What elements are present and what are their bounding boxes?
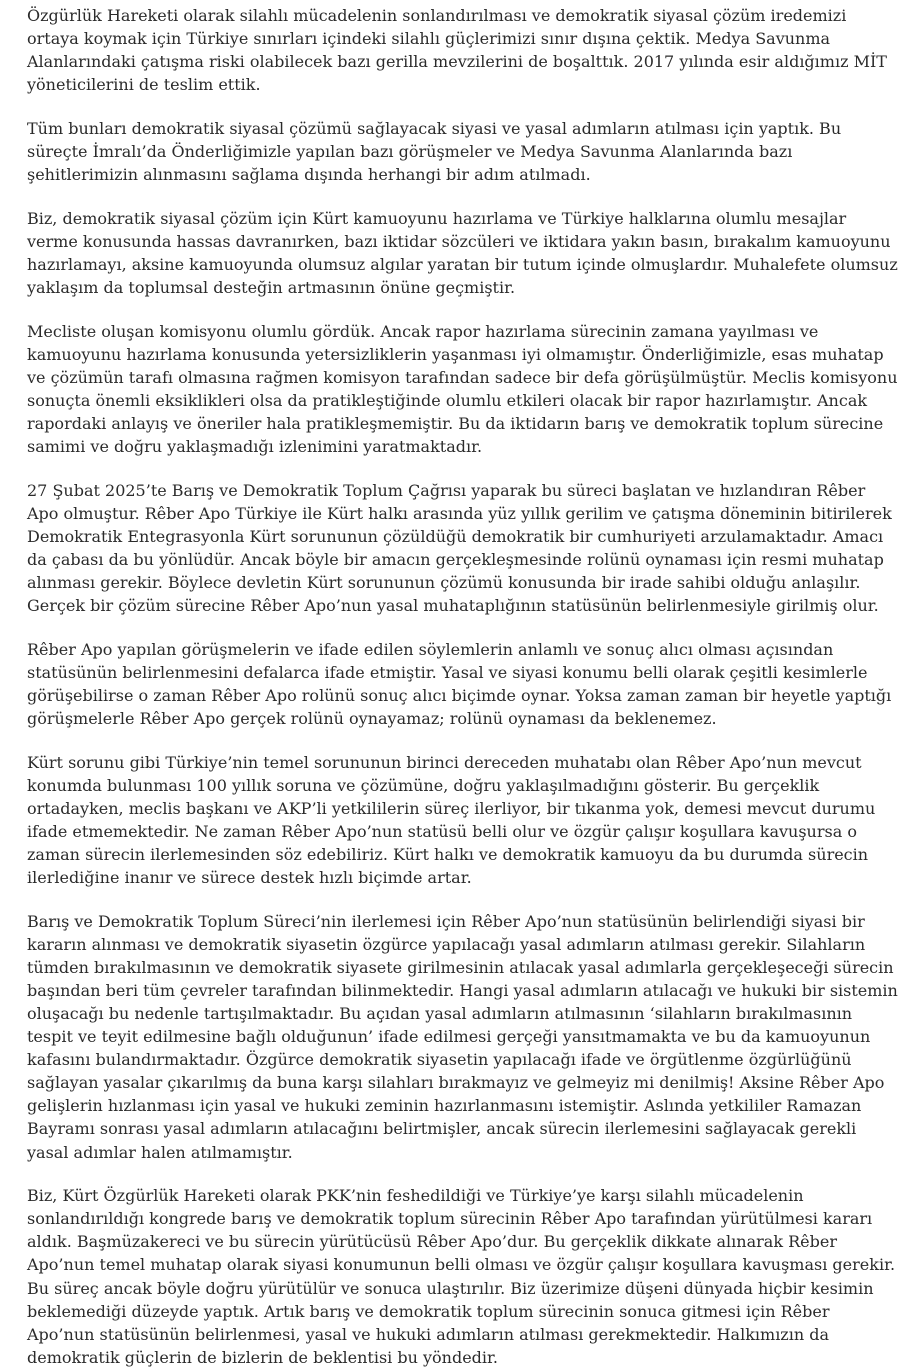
document-page: [27, 4, 899, 1369]
paragraph-7: Kürt sorunu gibi Türkiye’nin temel sorununun birinci dereceden muhatabı olan Rêber Apo’nun mevcut konumda bulunması 100 yıllık soruna ve çözümüne, doğru yaklaşılmadığını gösterir. Bu gerçeklik ortadayken, meclis başkanı ve AKP’li yetkililerin süreç ilerliyor, bir tıkanma yok, demesi mevcut durumu ifade etmemektedir. Ne zaman Rêber Apo’nun statüsü belli olur ve özgür çalışır koşullara kavuşursa o zaman sürecin ilerlemesinden söz edebiliriz. Kürt halkı ve demokratik kamuoyu da bu durumda sürecin ilerlediğine inanır ve sürece destek hızlı biçimde artar.: [27, 752, 876, 887]
paragraph-6: Rêber Apo yapılan görüşmelerin ve ifade edilen söylemlerin anlamlı ve sonuç alıcı olması açısından statüsünün belirlenmesini defalarca ifade etmiştir. Yasal ve siyasi konumu belli olarak çeşitli kesimlerle görüşebilirse o zaman Rêber Apo rolünü sonuç alıcı biçimde oynar. Yoksa zaman zaman bir heyetle yaptığı görüşmelerle Rêber Apo gerçek rolünü oynayamaz; rolünü oynaması da beklenemez.: [27, 639, 892, 728]
paragraph-2: Tüm bunları demokratik siyasal çözümü sağlayacak siyasi ve yasal adımların atılması için yaptık. Bu süreçte İmralı’da Önderliğimizle yapılan bazı görüşmeler ve Medya Savunma Alanlarında bazı şehitlerimizin alınmasını sağlama dışında herhangi bir adım atılmadı.: [27, 118, 842, 185]
paragraph-5: 27 Şubat 2025’te Barış ve Demokratik Toplum Çağrısı yaparak bu süreci başlatan ve hızlandıran Rêber Apo olmuştur. Rêber Apo Türkiye ile Kürt halkı arasında yüz yıllık gerilim ve çatışma döneminin bitirilerek Demokratik Entegrasyonla Kürt sorununun çözüldüğü demokratik bir cumhuriyeti arzulamaktadır. Amacı da çabası da bu yönlüdür. Ancak böyle bir amacın gerçekleşmesinde rolünü oynaması için resmi muhatap alınması gerekir. Böylece devletin Kürt sorununun çözümü konusunda bir irade sahibi olduğu anlaşılır. Gerçek bir çözüm sürecine Rêber Apo’nun yasal muhataplığının statüsünün belirlenmesiyle girilmiş olur.: [27, 480, 892, 616]
paragraph-9: Biz, Kürt Özgürlük Hareketi olarak PKK’nin feshedildiği ve Türkiye’ye karşı silahlı mücadelenin sonlandırıldığı kongrede barış ve demokratik toplum sürecinin Rêber Apo tarafından yürütülmesi kararı aldık. Başmüzakereci ve bu sürecin yürütücüsü Rêber Apo’dur. Bu gerçeklik dikkate alınarak Rêber Apo’nun temel muhatap olarak siyasi konumunun belli olması ve özgür çalışır koşullara kavuşması gerekir. Bu süreç ancak böyle doğru yürütülür ve sonuca ulaştırılır. Biz üzerimize düşeni dünyada hiçbir kesimin beklemediği düzeyde yaptık. Artık barış ve demokratik toplum sürecinin sonuca gitmesi için Rêber Apo’nun statüsünün belirlenmesi, yasal ve hukuki adımların atılması gerekmektedir. Halkımızın da demokratik güçlerin de bizlerin de beklentisi bu yöndedir.: [27, 1186, 896, 1367]
paragraph-8: Barış ve Demokratik Toplum Süreci’nin ilerlemesi için Rêber Apo’nun statüsünün belirlendiği siyasi bir kararın alınması ve demokratik siyasetin özgürce yapılacağı yasal adımların atılması gerekir. Silahların tümden bırakılmasının ve demokratik siyasete girilmesinin atılacak yasal adımlarla gerçekleşeceği sürecin başından beri tüm çevreler tarafından bilinmektedir. Hangi yasal adımların atılacağı ve hukuki bir sistemin oluşacağı bu nedenle tartışılmaktadır. Bu açıdan yasal adımların atılmasının ‘silahların bırakılmasının tespit ve teyit edilmesine bağlı olduğunun’ ifade edilmesi gerçeği yansıtmamakta ve bu da kamuoyunun kafasını bulandırmaktadır. Özgürce demokratik siyasetin yapılacağı ifade ve örgütlenme özgürlüğünü sağlayan yasalar çıkarılmış da buna karşı silahları bırakmayız ve gelmeyiz mi denilmiş! Aksine Rêber Apo gelişlerin hızlanması için yasal ve hukuki zeminin hazırlanmasını istemiştir. Aslında yetkililer Ramazan Bayramı sonrası yasal adımların atılacağını belirtmişler, ancak sürecin ilerlemesini sağlayacak gerekli yasal adımlar halen atılmamıştır.: [27, 911, 898, 1162]
paragraph-1: Özgürlük Hareketi olarak silahlı mücadelenin sonlandırılması ve demokratik siyasal çözüm iredemizi ortaya koymak için Türkiye sınırları içindeki silahlı güçlerimizi sınır dışına çektik. Medya Savunma Alanlarındaki çatışma riski olabilecek bazı gerilla mevzilerini de boşalttık. 2017 yılında esir aldığımız MİT yöneticilerini de teslim ettik.: [27, 6, 887, 95]
paragraph-3: Biz, demokratik siyasal çözüm için Kürt kamuoyunu hazırlama ve Türkiye halklarına olumlu mesajlar verme konusunda hassas davranırken, bazı iktidar sözcüleri ve iktidara yakın basın, bırakalım kamuoyunu hazırlamayı, aksine kamuoyunda olumsuz algılar yaratan bir tutum içinde olmuşlardır. Muhalefete olumsuz yaklaşım da toplumsal desteğin artmasının önüne geçmiştir.: [27, 208, 898, 297]
paragraph-4: Mecliste oluşan komisyonu olumlu gördük. Ancak rapor hazırlama sürecinin zamana yayılması ve kamuoyunu hazırlama konusunda yetersizliklerin yaşanması iyi olmamıştır. Önderliğimizle, esas muhatap ve çözümün tarafı olmasına rağmen komisyon tarafından sadece bir defa görüşülmüştür. Meclis komisyonu sonuçta önemli eksiklikleri olsa da pratikleştiğinde olumlu etkileri olacak bir rapor hazırlamıştır. Ancak rapordaki anlayış ve öneriler hala pratikleşmemiştir. Bu da iktidarın barış ve demokratik toplum sürecine samimi ve doğru yaklaşmadığı izlenimini yaratmaktadır.: [27, 321, 898, 456]
